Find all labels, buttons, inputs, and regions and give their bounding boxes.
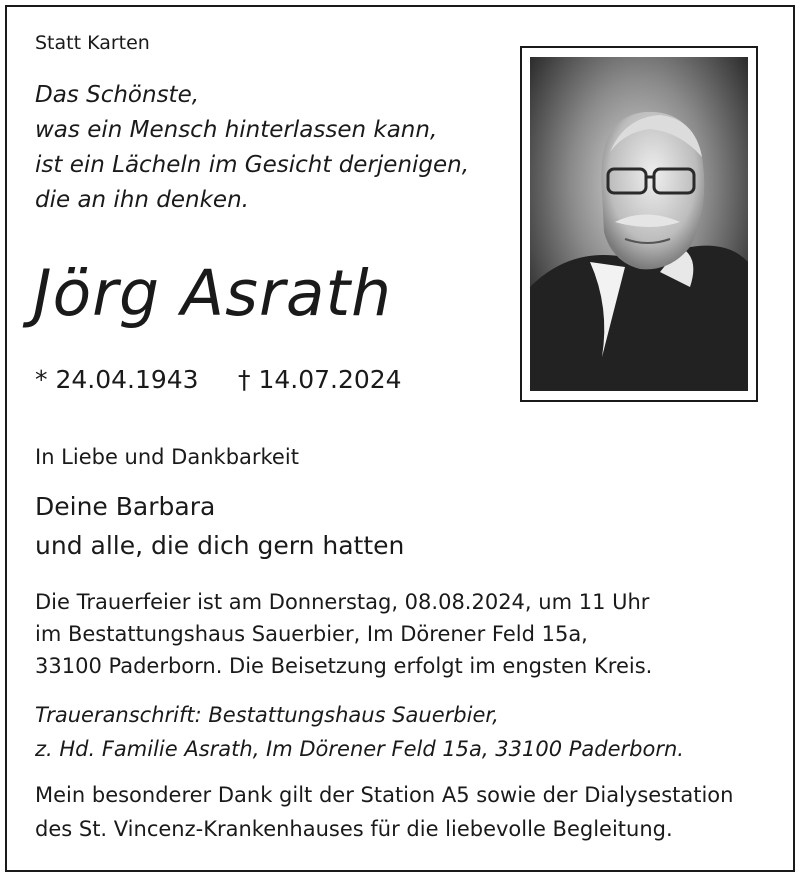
quote-line: die an ihn denken. [35,187,249,213]
statt-karten: Statt Karten [35,32,150,54]
address-line: Traueranschrift: Bestattungshaus Sauerbier, [35,703,499,727]
death-date: † 14.07.2024 [238,365,402,394]
closing-phrase: In Liebe und Dankbarkeit [35,445,299,469]
quote-line: ist ein Lächeln im Gesicht derjenigen, [35,152,470,178]
quote-line: was ein Mensch hinterlassen kann, [35,117,438,143]
funeral-line: 33100 Paderborn. Die Beisetzung erfolgt im engsten Kreis. [35,654,653,678]
funeral-line: Die Trauerfeier ist am Donnerstag, 08.08.2024, um 11 Uhr [35,590,650,614]
address-line: z. Hd. Familie Asrath, Im Dörener Feld 15a, 33100 Paderborn. [35,737,684,761]
deceased-name: Jörg Asrath [33,257,393,330]
portrait-photo [520,46,758,402]
family-line: Deine Barbara [35,492,216,521]
thanks-line: des St. Vincenz-Krankenhauses für die liebevolle Begleitung. [35,817,673,841]
birth-date: * 24.04.1943 [35,365,199,394]
quote-line: Das Schönste, [35,82,200,108]
family-line: und alle, die dich gern hatten [35,531,405,560]
portrait-image [530,57,748,391]
funeral-line: im Bestattungshaus Sauerbier, Im Dörener Feld 15a, [35,622,588,646]
thanks-line: Mein besonderer Dank gilt der Station A5 sowie der Dialysestation [35,783,734,807]
